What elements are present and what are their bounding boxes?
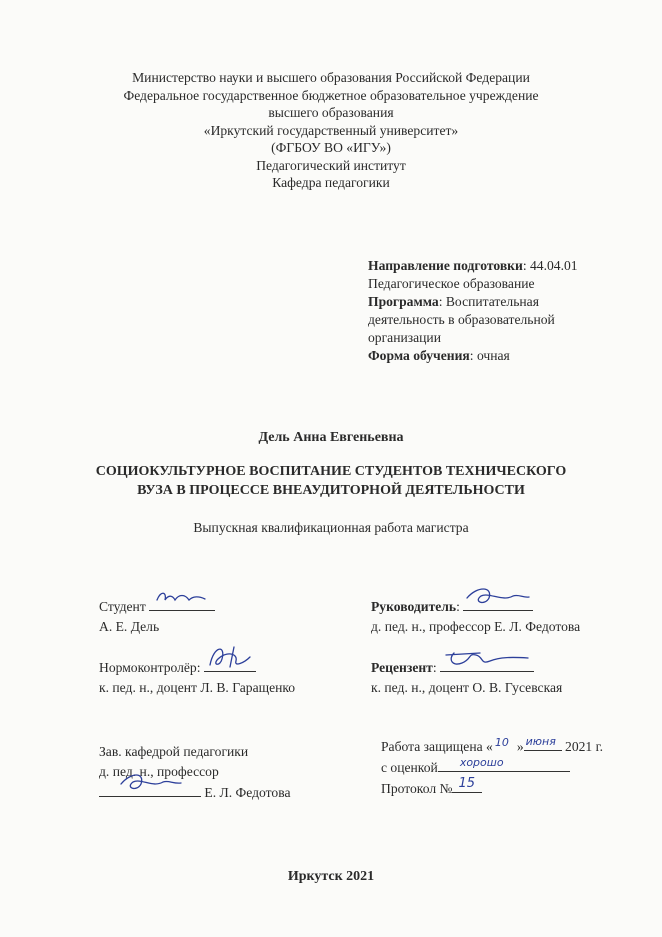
direction-code: : 44.04.01 — [522, 258, 578, 273]
ministry-line: Министерство науки и высшего образования Российской Федерации — [132, 70, 530, 85]
defended-month-field — [524, 736, 562, 751]
defended-quote: » — [516, 739, 524, 754]
thesis-title-line2: ВУЗА В ПРОЦЕССЕ ВНЕАУДИТОРНОЙ ДЕЯТЕЛЬНОСТИ — [137, 483, 525, 498]
defended-label: Работа защищена « — [381, 739, 493, 754]
institute-name: Педагогический институт — [256, 157, 406, 173]
normcontrol-block — [99, 657, 295, 698]
study-form-label: Форма обучения — [368, 348, 470, 363]
reviewer-colon: : — [432, 660, 437, 675]
thesis-title-line1: СОЦИОКУЛЬТУРНОЕ ВОСПИТАНИЕ СТУДЕНТОВ ТЕХНИЧЕСКОГО — [95, 464, 567, 479]
defended-day: 10 — [494, 736, 509, 749]
protocol-label: Протокол № — [381, 781, 453, 796]
supervisor-name: д. пед. н., профессор Е. Л. Федотова — [371, 619, 581, 634]
student-block — [99, 596, 215, 637]
reviewer-signature — [440, 657, 534, 672]
department-name: Кафедра педагогики — [272, 175, 390, 190]
normcontrol-label: Нормоконтролёр: — [99, 660, 201, 675]
protocol-value: 15 — [458, 776, 476, 791]
head-signature — [99, 782, 201, 797]
institution-line: Федеральное государственное бюджетное образовательное учреждение — [123, 87, 539, 103]
reviewer-label: Рецензент — [371, 660, 433, 675]
grade-label: с оценкой — [381, 760, 438, 775]
protocol-field — [452, 778, 482, 793]
university-name: «Иркутский государственный университет» — [203, 122, 459, 138]
institution-header — [0, 69, 662, 192]
student-signature — [149, 596, 215, 611]
head-signature-icon — [99, 774, 201, 794]
grade-field — [438, 757, 570, 772]
education-level-line: высшего образования — [268, 105, 394, 120]
supervisor-label: Руководитель — [371, 599, 457, 614]
head-degree: д. пед. н., профессор — [99, 764, 219, 779]
city-year: Иркутск 2021 — [287, 869, 375, 884]
normcontrol-signature — [204, 657, 256, 672]
head-label: Зав. кафедрой педагогики — [99, 744, 249, 759]
defended-day-field — [493, 737, 517, 751]
student-name: А. Е. Дель — [99, 619, 160, 634]
direction-name: Педагогическое образование — [368, 276, 535, 291]
normcontrol-name: к. пед. н., доцент Л. В. Гаращенко — [99, 680, 296, 695]
defended-month: июня — [525, 735, 556, 748]
student-signature-icon — [149, 588, 215, 608]
work-type: Выпускная квалификационная работа магистра — [193, 520, 469, 535]
direction-label: Направление подготовки — [368, 258, 523, 273]
supervisor-colon: : — [456, 599, 460, 614]
reviewer-name: к. пед. н., доцент О. В. Гусевская — [371, 680, 563, 695]
reviewer-block — [371, 657, 562, 698]
program-label: Программа — [368, 294, 439, 309]
program-value: : Воспитательная — [438, 294, 539, 309]
student-label: Студент — [99, 599, 146, 614]
author-name: Дель Анна Евгеньевна — [258, 430, 404, 445]
study-direction-block — [368, 257, 608, 365]
study-form-value: : очная — [469, 348, 510, 363]
program-value-line3: организации — [368, 330, 441, 345]
reviewer-signature-icon — [440, 649, 534, 671]
defended-year: 2021 г. — [565, 739, 604, 754]
thesis-title — [0, 462, 662, 500]
supervisor-signature-icon — [463, 588, 533, 608]
head-block — [99, 742, 290, 803]
university-abbr: (ФГБОУ ВО «ИГУ») — [271, 140, 391, 155]
program-value-line2: деятельность в образовательной — [368, 312, 555, 327]
supervisor-signature — [463, 596, 533, 611]
defense-block — [381, 736, 603, 799]
supervisor-block — [371, 596, 580, 637]
grade-value: хорошо — [459, 756, 504, 769]
head-name: Е. Л. Федотова — [204, 785, 291, 800]
normcontrol-signature-icon — [204, 649, 256, 673]
